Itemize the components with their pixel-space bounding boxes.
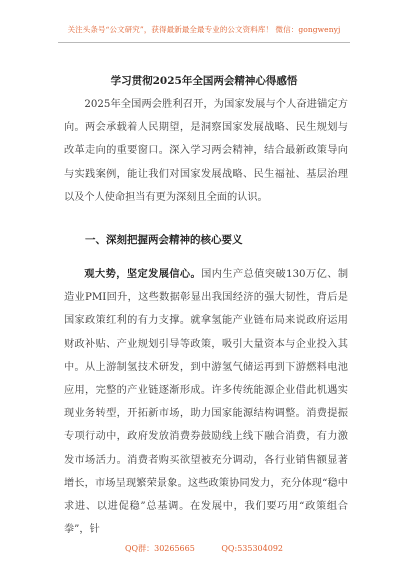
document-title: 学习贯彻2025年全国两会精神心得感悟 [110, 75, 298, 87]
header-divider [58, 42, 350, 43]
qq-number: QQ:535304092 [221, 544, 283, 553]
qq-group: QQ群：30265665 [124, 544, 195, 553]
paragraph-body: 国内生产总值突破130万亿、制造业PMI回升，这些数据彰显出我国经济的强大韧性，背后是国家政策红利的有力支撑。就拿氢能产业链布局来说政府运用财政补贴、产业规划引导等政策，吸引大量资本与企业投入其中。从上游制氢技术研发，到中游氢气储运再到下游燃料电池应用，完整的产业链逐渐形成。许多传统能源企业借此机遇实现业务转型，开拓新市场，助力国家能源结构调整。消费提振专项行动中，政府发放消费券鼓励线上线下融合消费，有力激发市场活力。消费者购买欲望被充分调动，各行业销售额显著增长，市场呈现繁荣景象。这些政策协同发力，充分体现“稳中求进、以进促稳”总基调。在发展中，我们要巧用“政策组合拳”，针 [64, 269, 349, 536]
contact-footer [0, 543, 408, 554]
section-heading: 一、深刻把握两会精神的核心要义 [85, 234, 243, 246]
intro-paragraph: 2025年全国两会胜利召开，为国家发展与个人奋进锚定方向。两会承载着人民期望，是洞察国家发展战略、民生规划与改革走向的重要窗口。深入学习两会精神，结合最新政策导向与实践案例，能让我们对国家发展战略、民生福祉、基层治理以及个人使命担当有更为深刻且全面的认识。 [64, 99, 348, 203]
paragraph-lead: 观大势，坚定发展信心。 [84, 268, 202, 280]
promo-header: 关注头条号“公文研究”，获得最新最全最专业的公文资料库！ 微信：gongwenyj [67, 25, 341, 34]
section-paragraph [64, 263, 348, 541]
